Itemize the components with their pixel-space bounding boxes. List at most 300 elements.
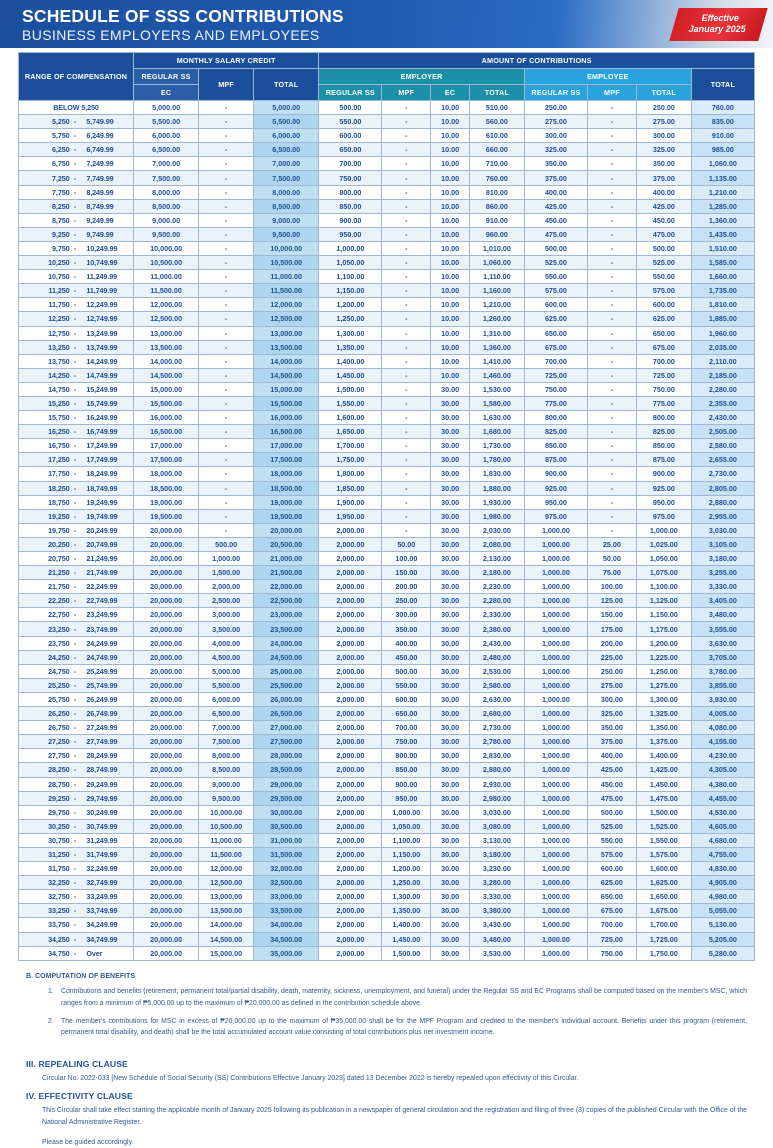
cell-msc-mpf: - bbox=[199, 340, 254, 354]
cell-employer-regular-ss: 2,000.00 bbox=[319, 537, 382, 551]
cell-employee-total: 875.00 bbox=[636, 453, 691, 467]
cell-range-of-compensation: 7,250 - 7,749.99 bbox=[19, 171, 134, 185]
cell-employer-total: 3,430.00 bbox=[469, 918, 524, 932]
cell-employer-regular-ss: 2,000.00 bbox=[319, 805, 382, 819]
cell-msc-regular-ss-ec: 20,000.00 bbox=[134, 833, 199, 847]
cell-employer-mpf: - bbox=[382, 439, 431, 453]
cell-employer-regular-ss: 2,000.00 bbox=[319, 890, 382, 904]
cell-employer-ec: 10.00 bbox=[431, 199, 470, 213]
cell-msc-mpf: 12,500.00 bbox=[199, 876, 254, 890]
cell-employee-total: 1,150.00 bbox=[636, 608, 691, 622]
cell-range-of-compensation: 16,250 - 16,749.99 bbox=[19, 425, 134, 439]
th-range-of-compensation: RANGE OF COMPENSATION bbox=[19, 53, 134, 101]
cell-range-of-compensation: 23,250 - 23,749.99 bbox=[19, 622, 134, 636]
cell-msc-mpf: - bbox=[199, 284, 254, 298]
cell-employee-regular-ss: 1,000.00 bbox=[524, 678, 587, 692]
cell-employer-mpf: 900.00 bbox=[382, 777, 431, 791]
cell-grand-total: 2,355.00 bbox=[691, 396, 754, 410]
table-row bbox=[19, 777, 755, 791]
cell-employer-ec: 30.00 bbox=[431, 622, 470, 636]
table-row bbox=[19, 143, 755, 157]
cell-grand-total: 1,135.00 bbox=[691, 171, 754, 185]
cell-msc-total: 22,500.00 bbox=[254, 594, 319, 608]
cell-employer-ec: 10.00 bbox=[431, 171, 470, 185]
cell-employee-mpf: - bbox=[587, 143, 636, 157]
cell-grand-total: 4,230.00 bbox=[691, 749, 754, 763]
cell-employee-regular-ss: 1,000.00 bbox=[524, 777, 587, 791]
cell-grand-total: 2,280.00 bbox=[691, 382, 754, 396]
cell-msc-mpf: - bbox=[199, 523, 254, 537]
cell-msc-mpf: - bbox=[199, 354, 254, 368]
note-number: 2. bbox=[48, 1017, 54, 1025]
cell-employer-regular-ss: 2,000.00 bbox=[319, 777, 382, 791]
table-row bbox=[19, 932, 755, 946]
cell-msc-mpf: - bbox=[199, 270, 254, 284]
cell-msc-regular-ss-ec: 20,000.00 bbox=[134, 678, 199, 692]
cell-employer-ec: 30.00 bbox=[431, 580, 470, 594]
cell-msc-regular-ss-ec: 20,000.00 bbox=[134, 566, 199, 580]
cell-grand-total: 1,360.00 bbox=[691, 213, 754, 227]
cell-employee-mpf: - bbox=[587, 157, 636, 171]
cell-grand-total: 1,885.00 bbox=[691, 312, 754, 326]
cell-employer-regular-ss: 1,300.00 bbox=[319, 326, 382, 340]
cell-msc-regular-ss-ec: 15,500.00 bbox=[134, 396, 199, 410]
cell-msc-regular-ss-ec: 5,000.00 bbox=[134, 101, 199, 115]
cell-employee-total: 1,300.00 bbox=[636, 692, 691, 706]
cell-employee-mpf: - bbox=[587, 382, 636, 396]
cell-employer-regular-ss: 2,000.00 bbox=[319, 876, 382, 890]
cell-employer-mpf: 1,050.00 bbox=[382, 819, 431, 833]
cell-employer-total: 1,630.00 bbox=[469, 411, 524, 425]
cell-employee-regular-ss: 1,000.00 bbox=[524, 566, 587, 580]
table-row bbox=[19, 129, 755, 143]
cell-msc-regular-ss-ec: 6,000.00 bbox=[134, 129, 199, 143]
table-row bbox=[19, 946, 755, 960]
cell-range-of-compensation: 11,250 - 11,749.99 bbox=[19, 284, 134, 298]
cell-employer-regular-ss: 2,000.00 bbox=[319, 692, 382, 706]
cell-employer-mpf: 50.00 bbox=[382, 537, 431, 551]
cell-msc-regular-ss-ec: 20,000.00 bbox=[134, 537, 199, 551]
cell-employer-regular-ss: 2,000.00 bbox=[319, 735, 382, 749]
cell-employer-ec: 30.00 bbox=[431, 678, 470, 692]
cell-msc-regular-ss-ec: 20,000.00 bbox=[134, 594, 199, 608]
table-row bbox=[19, 847, 755, 861]
computation-of-benefits-section bbox=[0, 961, 773, 1050]
cell-employee-total: 500.00 bbox=[636, 241, 691, 255]
cell-employer-total: 1,530.00 bbox=[469, 382, 524, 396]
cell-employer-total: 710.00 bbox=[469, 157, 524, 171]
cell-employer-ec: 30.00 bbox=[431, 777, 470, 791]
cell-employee-regular-ss: 400.00 bbox=[524, 185, 587, 199]
cell-msc-regular-ss-ec: 13,500.00 bbox=[134, 340, 199, 354]
cell-employer-total: 2,930.00 bbox=[469, 777, 524, 791]
cell-employer-mpf: 250.00 bbox=[382, 594, 431, 608]
cell-employer-total: 2,430.00 bbox=[469, 636, 524, 650]
cell-grand-total: 1,435.00 bbox=[691, 227, 754, 241]
cell-range-of-compensation: 10,250 - 10,749.99 bbox=[19, 256, 134, 270]
cell-msc-mpf: - bbox=[199, 425, 254, 439]
cell-employee-total: 1,575.00 bbox=[636, 847, 691, 861]
cell-employer-mpf: - bbox=[382, 227, 431, 241]
cell-msc-regular-ss-ec: 20,000.00 bbox=[134, 692, 199, 706]
cell-employer-total: 3,280.00 bbox=[469, 876, 524, 890]
table-row bbox=[19, 566, 755, 580]
cell-msc-total: 21,000.00 bbox=[254, 552, 319, 566]
cell-msc-mpf: - bbox=[199, 453, 254, 467]
cell-grand-total: 4,980.00 bbox=[691, 890, 754, 904]
cell-employee-regular-ss: 1,000.00 bbox=[524, 721, 587, 735]
cell-employee-mpf: 675.00 bbox=[587, 904, 636, 918]
cell-employee-total: 1,600.00 bbox=[636, 862, 691, 876]
cell-employer-mpf: 750.00 bbox=[382, 735, 431, 749]
cell-employee-regular-ss: 300.00 bbox=[524, 129, 587, 143]
cell-employee-regular-ss: 1,000.00 bbox=[524, 537, 587, 551]
cell-employer-ec: 10.00 bbox=[431, 143, 470, 157]
cell-range-of-compensation: 21,750 - 22,249.99 bbox=[19, 580, 134, 594]
cell-msc-regular-ss-ec: 20,000.00 bbox=[134, 805, 199, 819]
cell-msc-mpf: - bbox=[199, 213, 254, 227]
cell-employer-ec: 30.00 bbox=[431, 495, 470, 509]
cell-employer-regular-ss: 500.00 bbox=[319, 101, 382, 115]
cell-employer-ec: 10.00 bbox=[431, 227, 470, 241]
cell-employer-total: 1,410.00 bbox=[469, 354, 524, 368]
cell-employee-regular-ss: 600.00 bbox=[524, 298, 587, 312]
cell-employer-ec: 30.00 bbox=[431, 467, 470, 481]
table-row bbox=[19, 537, 755, 551]
closing-statement: Please be guided accordingly. bbox=[42, 1138, 134, 1146]
cell-msc-mpf: 3,000.00 bbox=[199, 608, 254, 622]
cell-msc-regular-ss-ec: 20,000.00 bbox=[134, 862, 199, 876]
cell-employer-regular-ss: 1,800.00 bbox=[319, 467, 382, 481]
cell-employee-mpf: 450.00 bbox=[587, 777, 636, 791]
cell-employer-ec: 30.00 bbox=[431, 904, 470, 918]
cell-employer-ec: 30.00 bbox=[431, 735, 470, 749]
cell-employer-mpf: - bbox=[382, 270, 431, 284]
cell-grand-total: 2,505.00 bbox=[691, 425, 754, 439]
cell-msc-total: 30,000.00 bbox=[254, 805, 319, 819]
cell-msc-mpf: 4,000.00 bbox=[199, 636, 254, 650]
cell-employer-regular-ss: 2,000.00 bbox=[319, 791, 382, 805]
cell-msc-total: 16,500.00 bbox=[254, 425, 319, 439]
cell-employer-mpf: 300.00 bbox=[382, 608, 431, 622]
table-row bbox=[19, 453, 755, 467]
cell-employer-mpf: - bbox=[382, 171, 431, 185]
cell-employer-ec: 10.00 bbox=[431, 270, 470, 284]
table-row bbox=[19, 622, 755, 636]
cell-msc-total: 34,500.00 bbox=[254, 932, 319, 946]
cell-employer-mpf: 850.00 bbox=[382, 763, 431, 777]
cell-msc-total: 23,500.00 bbox=[254, 622, 319, 636]
cell-employer-total: 2,630.00 bbox=[469, 692, 524, 706]
cell-grand-total: 3,855.00 bbox=[691, 678, 754, 692]
th-employee-regular-ss: REGULAR SS bbox=[524, 85, 587, 101]
cell-msc-total: 14,500.00 bbox=[254, 368, 319, 382]
cell-employee-mpf: - bbox=[587, 439, 636, 453]
cell-employee-regular-ss: 900.00 bbox=[524, 467, 587, 481]
cell-employee-total: 425.00 bbox=[636, 199, 691, 213]
cell-msc-mpf: 5,000.00 bbox=[199, 664, 254, 678]
cell-employee-mpf: 650.00 bbox=[587, 890, 636, 904]
cell-msc-mpf: - bbox=[199, 481, 254, 495]
cell-employer-total: 3,130.00 bbox=[469, 833, 524, 847]
cell-employer-ec: 30.00 bbox=[431, 862, 470, 876]
cell-msc-mpf: - bbox=[199, 241, 254, 255]
cell-employer-regular-ss: 850.00 bbox=[319, 199, 382, 213]
cell-employee-regular-ss: 1,000.00 bbox=[524, 650, 587, 664]
cell-employee-total: 1,275.00 bbox=[636, 678, 691, 692]
cell-employee-total: 1,550.00 bbox=[636, 833, 691, 847]
section-b-heading: B. COMPUTATION OF BENEFITS bbox=[26, 972, 136, 980]
cell-employer-ec: 30.00 bbox=[431, 552, 470, 566]
cell-grand-total: 3,105.00 bbox=[691, 537, 754, 551]
table-row bbox=[19, 904, 755, 918]
cell-employer-total: 2,030.00 bbox=[469, 523, 524, 537]
cell-employer-ec: 30.00 bbox=[431, 636, 470, 650]
cell-employee-regular-ss: 1,000.00 bbox=[524, 876, 587, 890]
cell-employer-ec: 10.00 bbox=[431, 157, 470, 171]
cell-employer-ec: 30.00 bbox=[431, 791, 470, 805]
cell-employer-regular-ss: 1,650.00 bbox=[319, 425, 382, 439]
cell-employer-total: 1,730.00 bbox=[469, 439, 524, 453]
cell-employer-ec: 30.00 bbox=[431, 439, 470, 453]
cell-employee-regular-ss: 825.00 bbox=[524, 425, 587, 439]
cell-msc-total: 21,500.00 bbox=[254, 566, 319, 580]
cell-employer-regular-ss: 600.00 bbox=[319, 129, 382, 143]
cell-msc-regular-ss-ec: 15,000.00 bbox=[134, 382, 199, 396]
cell-employer-mpf: 700.00 bbox=[382, 721, 431, 735]
table-row bbox=[19, 552, 755, 566]
cell-msc-mpf: - bbox=[199, 368, 254, 382]
table-row bbox=[19, 791, 755, 805]
table-row bbox=[19, 580, 755, 594]
cell-employer-regular-ss: 2,000.00 bbox=[319, 932, 382, 946]
cell-grand-total: 760.00 bbox=[691, 101, 754, 115]
cell-employer-total: 2,780.00 bbox=[469, 735, 524, 749]
cell-employee-mpf: 550.00 bbox=[587, 833, 636, 847]
cell-msc-regular-ss-ec: 20,000.00 bbox=[134, 819, 199, 833]
cell-employee-mpf: - bbox=[587, 425, 636, 439]
cell-employee-total: 1,100.00 bbox=[636, 580, 691, 594]
cell-employee-regular-ss: 1,000.00 bbox=[524, 594, 587, 608]
cell-range-of-compensation: 21,250 - 21,749.99 bbox=[19, 566, 134, 580]
cell-employee-regular-ss: 625.00 bbox=[524, 312, 587, 326]
cell-employee-total: 450.00 bbox=[636, 213, 691, 227]
cell-employee-regular-ss: 375.00 bbox=[524, 171, 587, 185]
cell-range-of-compensation: 11,750 - 12,249.99 bbox=[19, 298, 134, 312]
cell-employer-regular-ss: 2,000.00 bbox=[319, 763, 382, 777]
cell-employer-total: 2,580.00 bbox=[469, 678, 524, 692]
cell-grand-total: 5,130.00 bbox=[691, 918, 754, 932]
cell-employee-mpf: - bbox=[587, 326, 636, 340]
table-row bbox=[19, 411, 755, 425]
cell-employee-total: 1,025.00 bbox=[636, 537, 691, 551]
cell-employer-mpf: - bbox=[382, 340, 431, 354]
cell-employer-mpf: 100.00 bbox=[382, 552, 431, 566]
cell-employee-total: 775.00 bbox=[636, 396, 691, 410]
cell-employer-total: 560.00 bbox=[469, 115, 524, 129]
cell-employer-total: 2,830.00 bbox=[469, 749, 524, 763]
cell-employee-mpf: 750.00 bbox=[587, 946, 636, 960]
cell-employee-mpf: - bbox=[587, 453, 636, 467]
cell-range-of-compensation: 18,250 - 18,749.99 bbox=[19, 481, 134, 495]
cell-employer-mpf: 1,150.00 bbox=[382, 847, 431, 861]
cell-employer-ec: 30.00 bbox=[431, 608, 470, 622]
cell-grand-total: 1,060.00 bbox=[691, 157, 754, 171]
cell-employee-regular-ss: 575.00 bbox=[524, 284, 587, 298]
cell-employer-ec: 10.00 bbox=[431, 326, 470, 340]
cell-employee-mpf: - bbox=[587, 171, 636, 185]
cell-employee-regular-ss: 350.00 bbox=[524, 157, 587, 171]
cell-employer-total: 910.00 bbox=[469, 213, 524, 227]
cell-employer-total: 2,980.00 bbox=[469, 791, 524, 805]
cell-employee-total: 550.00 bbox=[636, 270, 691, 284]
cell-grand-total: 3,480.00 bbox=[691, 608, 754, 622]
cell-employer-regular-ss: 2,000.00 bbox=[319, 721, 382, 735]
cell-msc-total: 23,000.00 bbox=[254, 608, 319, 622]
cell-employer-total: 1,580.00 bbox=[469, 396, 524, 410]
cell-employee-mpf: 125.00 bbox=[587, 594, 636, 608]
cell-employer-total: 510.00 bbox=[469, 101, 524, 115]
cell-msc-total: 32,500.00 bbox=[254, 876, 319, 890]
cell-employer-regular-ss: 1,500.00 bbox=[319, 382, 382, 396]
cell-employee-mpf: 375.00 bbox=[587, 735, 636, 749]
table-row bbox=[19, 425, 755, 439]
cell-msc-mpf: - bbox=[199, 129, 254, 143]
cell-employer-ec: 30.00 bbox=[431, 509, 470, 523]
cell-msc-total: 28,000.00 bbox=[254, 749, 319, 763]
repealing-clause-body: Circular No. 2022-033 [New Schedule of Social Security (SS) Contributions Effective January 2023] dated 13 December 2022 is hereby repealed upon effectivity of this Circular. bbox=[42, 1074, 579, 1082]
cell-msc-regular-ss-ec: 17,000.00 bbox=[134, 439, 199, 453]
cell-employer-regular-ss: 2,000.00 bbox=[319, 580, 382, 594]
table-row bbox=[19, 270, 755, 284]
cell-employee-regular-ss: 1,000.00 bbox=[524, 946, 587, 960]
cell-grand-total: 1,285.00 bbox=[691, 199, 754, 213]
cell-employee-regular-ss: 675.00 bbox=[524, 340, 587, 354]
table-row bbox=[19, 115, 755, 129]
cell-msc-total: 35,000.00 bbox=[254, 946, 319, 960]
cell-range-of-compensation: 33,750 - 34,249.99 bbox=[19, 918, 134, 932]
cell-msc-mpf: 6,000.00 bbox=[199, 692, 254, 706]
cell-msc-total: 26,000.00 bbox=[254, 692, 319, 706]
cell-employer-total: 3,380.00 bbox=[469, 904, 524, 918]
cell-msc-total: 31,500.00 bbox=[254, 847, 319, 861]
cell-employee-mpf: 250.00 bbox=[587, 664, 636, 678]
cell-employer-total: 1,830.00 bbox=[469, 467, 524, 481]
cell-msc-mpf: 500.00 bbox=[199, 537, 254, 551]
cell-employee-regular-ss: 850.00 bbox=[524, 439, 587, 453]
cell-msc-regular-ss-ec: 11,500.00 bbox=[134, 284, 199, 298]
cell-employee-total: 475.00 bbox=[636, 227, 691, 241]
cell-range-of-compensation: 34,250 - 34,749.99 bbox=[19, 932, 134, 946]
cell-msc-regular-ss-ec: 18,000.00 bbox=[134, 467, 199, 481]
cell-range-of-compensation: 30,250 - 30,749.99 bbox=[19, 819, 134, 833]
cell-msc-mpf: - bbox=[199, 256, 254, 270]
table-row bbox=[19, 735, 755, 749]
cell-msc-total: 26,500.00 bbox=[254, 707, 319, 721]
cell-msc-regular-ss-ec: 20,000.00 bbox=[134, 890, 199, 904]
cell-employee-regular-ss: 800.00 bbox=[524, 411, 587, 425]
cell-employer-mpf: 350.00 bbox=[382, 622, 431, 636]
cell-employer-regular-ss: 1,200.00 bbox=[319, 298, 382, 312]
contribution-table-container bbox=[0, 48, 773, 961]
cell-range-of-compensation: 10,750 - 11,249.99 bbox=[19, 270, 134, 284]
cell-grand-total: 2,035.00 bbox=[691, 340, 754, 354]
cell-msc-mpf: - bbox=[199, 509, 254, 523]
cell-employer-ec: 30.00 bbox=[431, 425, 470, 439]
cell-range-of-compensation: 8,750 - 9,249.99 bbox=[19, 213, 134, 227]
cell-msc-regular-ss-ec: 9,000.00 bbox=[134, 213, 199, 227]
cell-msc-regular-ss-ec: 20,000.00 bbox=[134, 735, 199, 749]
cell-employer-regular-ss: 2,000.00 bbox=[319, 594, 382, 608]
cell-employer-total: 2,530.00 bbox=[469, 664, 524, 678]
cell-employee-total: 575.00 bbox=[636, 284, 691, 298]
cell-employer-mpf: - bbox=[382, 453, 431, 467]
cell-employer-ec: 10.00 bbox=[431, 115, 470, 129]
cell-employer-mpf: - bbox=[382, 312, 431, 326]
cell-employee-mpf: - bbox=[587, 368, 636, 382]
cell-grand-total: 985.00 bbox=[691, 143, 754, 157]
cell-employer-ec: 30.00 bbox=[431, 833, 470, 847]
table-row bbox=[19, 608, 755, 622]
cell-msc-mpf: 12,000.00 bbox=[199, 862, 254, 876]
cell-employee-regular-ss: 725.00 bbox=[524, 368, 587, 382]
cell-grand-total: 1,585.00 bbox=[691, 256, 754, 270]
cell-msc-total: 27,500.00 bbox=[254, 735, 319, 749]
cell-employer-ec: 10.00 bbox=[431, 185, 470, 199]
cell-msc-regular-ss-ec: 8,000.00 bbox=[134, 185, 199, 199]
table-row bbox=[19, 326, 755, 340]
cell-employer-regular-ss: 2,000.00 bbox=[319, 847, 382, 861]
cell-employer-regular-ss: 1,600.00 bbox=[319, 411, 382, 425]
cell-grand-total: 4,530.00 bbox=[691, 805, 754, 819]
cell-msc-regular-ss-ec: 20,000.00 bbox=[134, 932, 199, 946]
cell-employer-mpf: - bbox=[382, 241, 431, 255]
cell-grand-total: 3,330.00 bbox=[691, 580, 754, 594]
cell-employer-ec: 30.00 bbox=[431, 411, 470, 425]
cell-msc-mpf: - bbox=[199, 411, 254, 425]
cell-employee-regular-ss: 425.00 bbox=[524, 199, 587, 213]
cell-employee-mpf: 200.00 bbox=[587, 636, 636, 650]
cell-employer-regular-ss: 800.00 bbox=[319, 185, 382, 199]
cell-employee-mpf: - bbox=[587, 354, 636, 368]
cell-employee-mpf: 275.00 bbox=[587, 678, 636, 692]
cell-employer-total: 2,130.00 bbox=[469, 552, 524, 566]
cell-employer-mpf: - bbox=[382, 157, 431, 171]
cell-msc-regular-ss-ec: 20,000.00 bbox=[134, 904, 199, 918]
cell-employer-mpf: 1,300.00 bbox=[382, 890, 431, 904]
cell-msc-total: 5,000.00 bbox=[254, 101, 319, 115]
table-row bbox=[19, 396, 755, 410]
cell-employer-ec: 10.00 bbox=[431, 284, 470, 298]
cell-employer-mpf: - bbox=[382, 115, 431, 129]
table-row bbox=[19, 171, 755, 185]
cell-employer-mpf: - bbox=[382, 284, 431, 298]
cell-msc-mpf: 8,500.00 bbox=[199, 763, 254, 777]
cell-employer-mpf: 400.00 bbox=[382, 636, 431, 650]
cell-msc-total: 7,500.00 bbox=[254, 171, 319, 185]
cell-employer-total: 1,210.00 bbox=[469, 298, 524, 312]
cell-employee-total: 825.00 bbox=[636, 425, 691, 439]
cell-range-of-compensation: 20,250 - 20,749.99 bbox=[19, 537, 134, 551]
cell-employer-total: 3,180.00 bbox=[469, 847, 524, 861]
cell-grand-total: 4,455.00 bbox=[691, 791, 754, 805]
cell-employer-mpf: - bbox=[382, 256, 431, 270]
cell-employer-regular-ss: 2,000.00 bbox=[319, 608, 382, 622]
cell-employee-mpf: 50.00 bbox=[587, 552, 636, 566]
cell-grand-total: 5,280.00 bbox=[691, 946, 754, 960]
cell-employee-mpf: 575.00 bbox=[587, 847, 636, 861]
cell-msc-total: 12,000.00 bbox=[254, 298, 319, 312]
